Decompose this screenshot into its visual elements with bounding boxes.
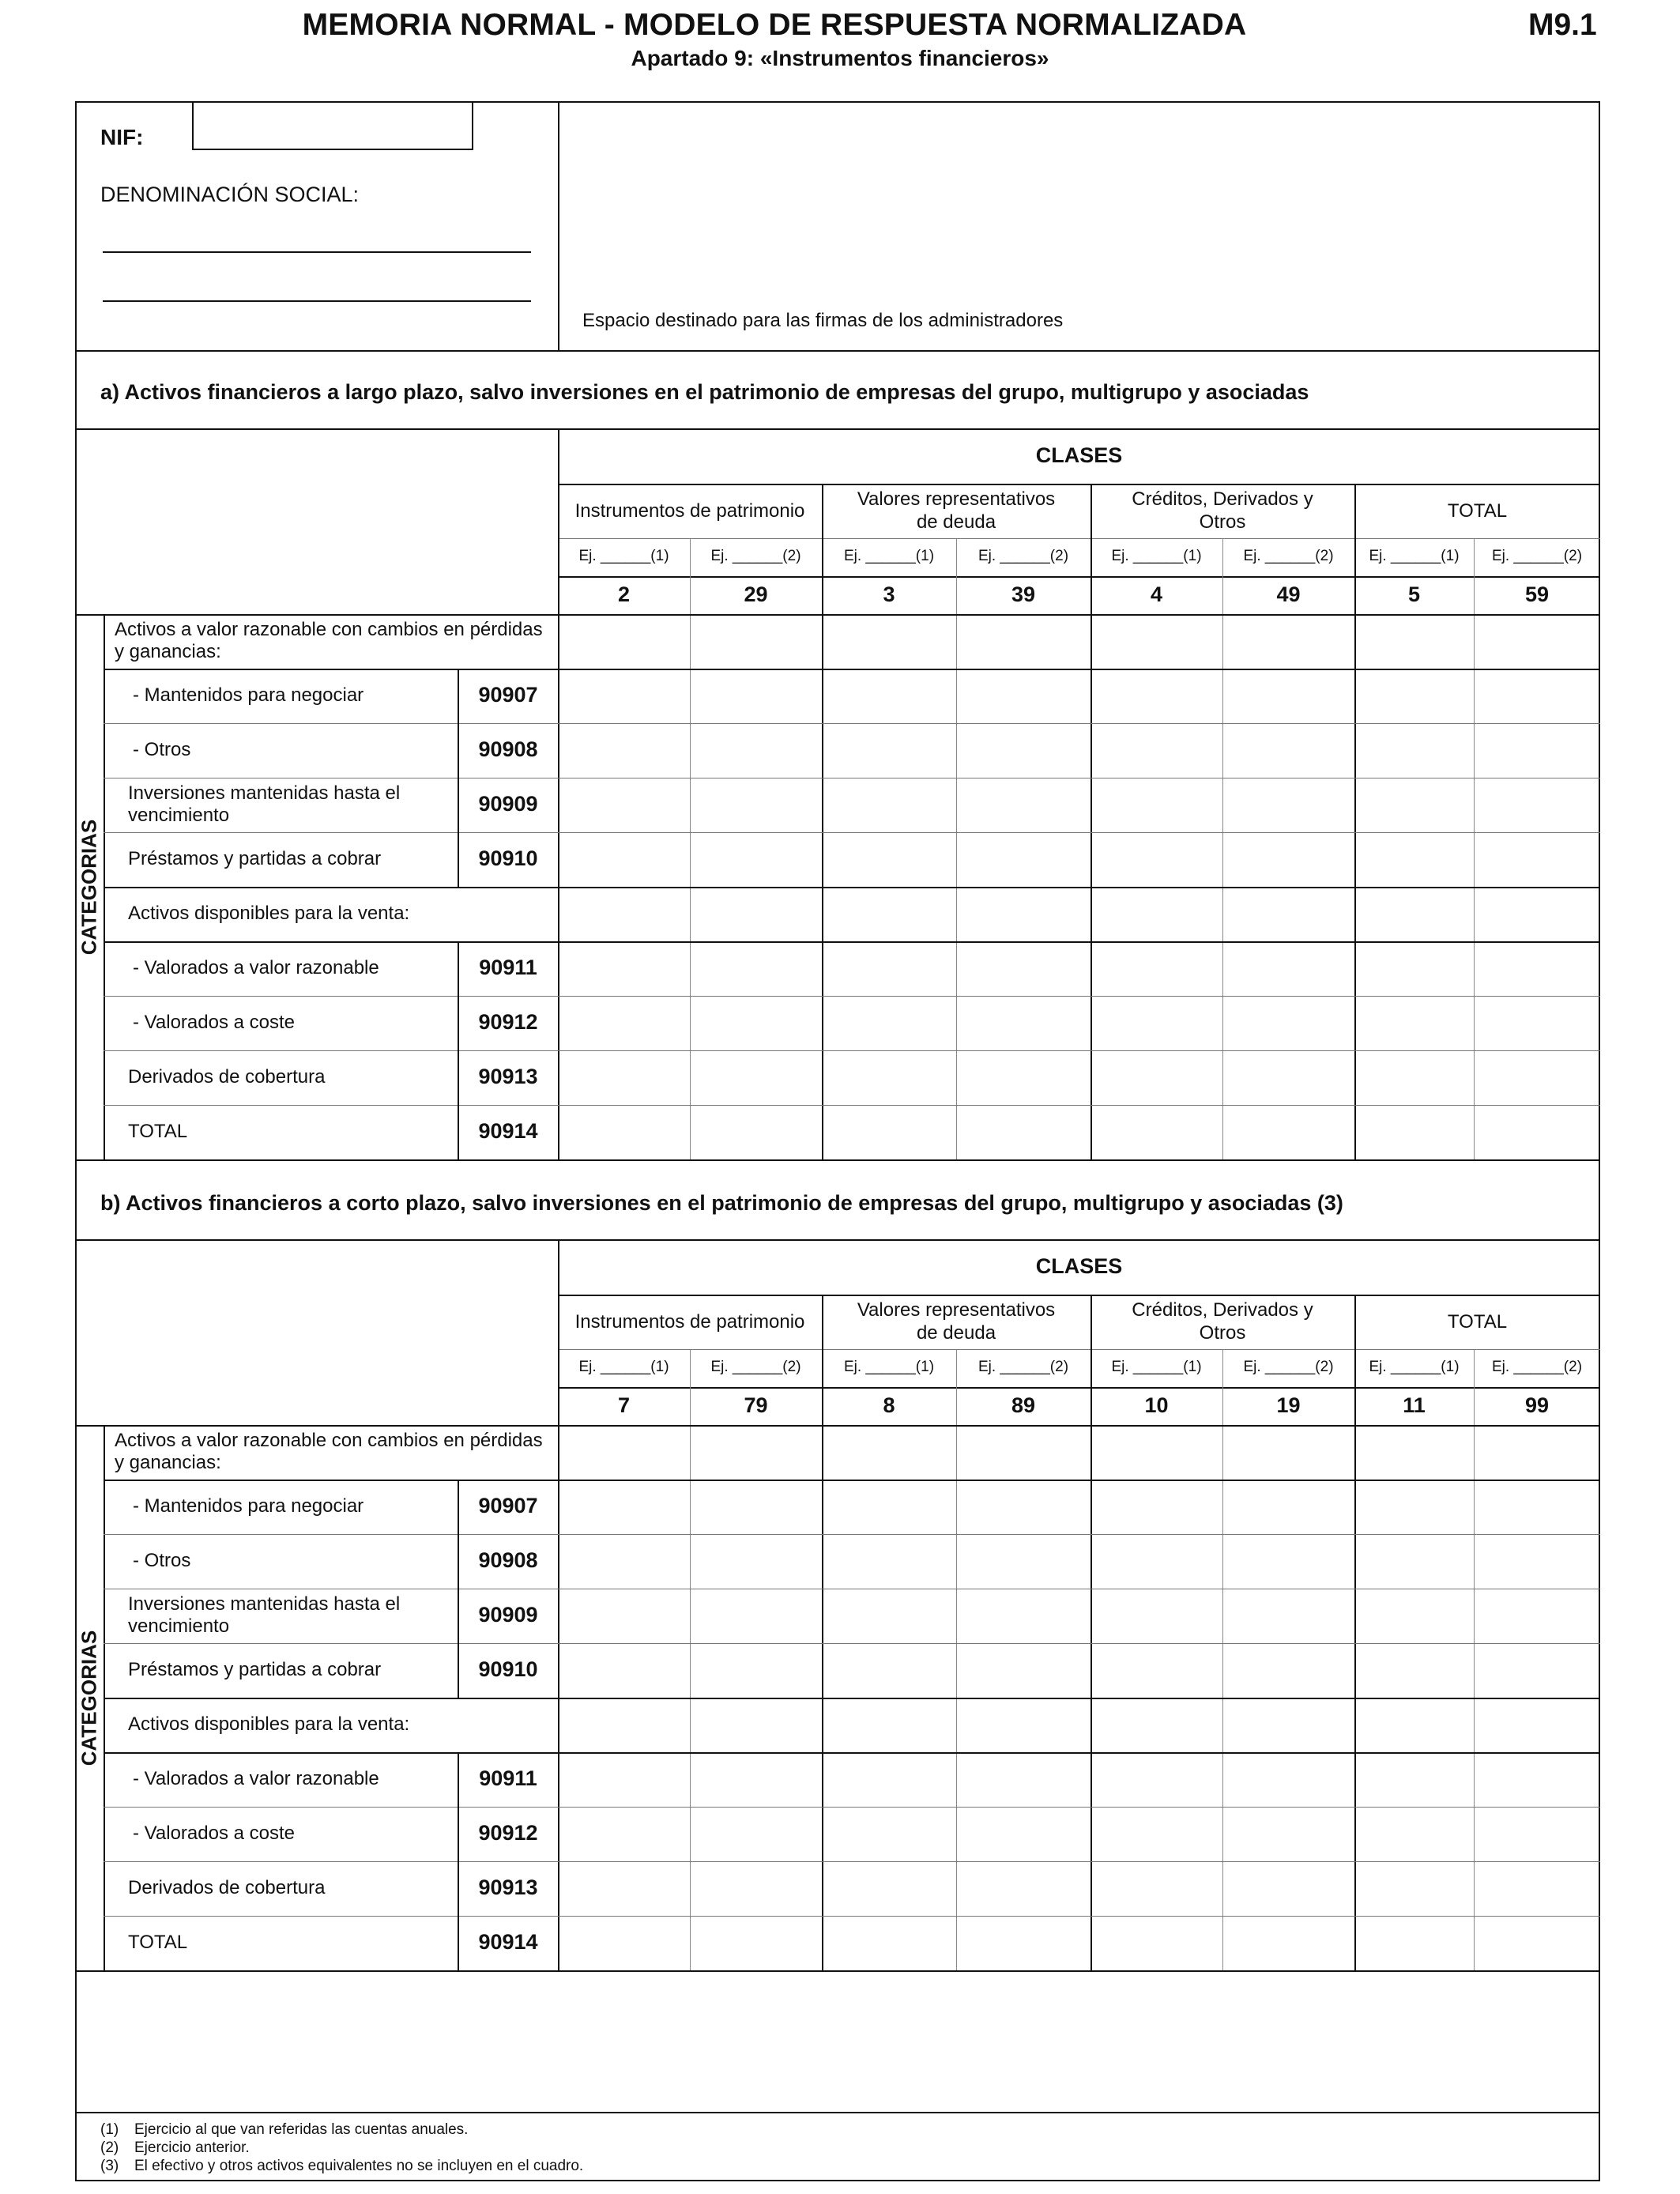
column-code: 19 bbox=[1276, 1393, 1301, 1417]
amount-cell[interactable] bbox=[958, 1590, 1090, 1642]
amount-cell[interactable] bbox=[1224, 1481, 1354, 1533]
amount-cell[interactable] bbox=[1092, 1106, 1222, 1159]
row-label: - Otros bbox=[133, 1550, 191, 1571]
divider bbox=[1474, 1349, 1475, 1970]
ejercicio-label: Ej. ______(1) bbox=[1369, 1359, 1460, 1375]
amount-cell[interactable] bbox=[691, 779, 821, 831]
ejercicio-label: Ej. ______(2) bbox=[977, 548, 1069, 564]
amount-cell[interactable] bbox=[1092, 725, 1222, 777]
amount-cell[interactable] bbox=[958, 1917, 1090, 1970]
divider bbox=[458, 941, 459, 1159]
amount-cell[interactable] bbox=[958, 1481, 1090, 1533]
amount-cell[interactable] bbox=[958, 1808, 1090, 1860]
amount-cell[interactable] bbox=[559, 1106, 689, 1159]
row-code: 90908 bbox=[478, 737, 538, 761]
amount-cell[interactable] bbox=[1356, 779, 1473, 831]
divider bbox=[104, 1698, 1600, 1699]
amount-cell[interactable] bbox=[1092, 1645, 1222, 1697]
amount-cell[interactable] bbox=[559, 1754, 689, 1806]
row-code: 90914 bbox=[478, 1119, 538, 1143]
amount-cell[interactable] bbox=[691, 943, 821, 995]
divider bbox=[104, 1916, 1600, 1917]
amount-cell[interactable] bbox=[823, 834, 955, 886]
divider bbox=[75, 1425, 1600, 1427]
amount-cell[interactable] bbox=[1092, 1052, 1222, 1104]
row-label: Inversiones mantenidas hasta el vencimiento bbox=[128, 782, 401, 826]
amount-cell[interactable] bbox=[1224, 1863, 1354, 1915]
amount-cell[interactable] bbox=[1356, 1754, 1473, 1806]
divider bbox=[558, 1387, 1600, 1389]
divider bbox=[458, 669, 459, 887]
amount-cell[interactable] bbox=[958, 1106, 1090, 1159]
ejercicio-label: Ej. ______(1) bbox=[1369, 548, 1460, 564]
amount-cell[interactable] bbox=[559, 779, 689, 831]
row-code: 90914 bbox=[478, 1930, 538, 1954]
row-label: Préstamos y partidas a cobrar bbox=[128, 848, 382, 869]
divider bbox=[558, 1295, 1600, 1296]
divider bbox=[956, 1349, 957, 1970]
amount-cell[interactable] bbox=[1475, 725, 1599, 777]
amount-cell[interactable] bbox=[1356, 1052, 1473, 1104]
amount-cell[interactable] bbox=[958, 943, 1090, 995]
amount-cell[interactable] bbox=[823, 1917, 955, 1970]
amount-cell[interactable] bbox=[691, 1645, 821, 1697]
row-label: TOTAL bbox=[128, 1121, 188, 1142]
footnote-3-mark: (3) bbox=[100, 2158, 119, 2174]
amount-cell[interactable] bbox=[1475, 1863, 1599, 1915]
divider bbox=[104, 1534, 1600, 1535]
row-code: 90907 bbox=[478, 683, 538, 707]
amount-cell[interactable] bbox=[1092, 1863, 1222, 1915]
amount-cell[interactable] bbox=[1224, 834, 1354, 886]
clases-label: CLASES bbox=[1035, 443, 1123, 467]
row-code: 90910 bbox=[478, 846, 538, 870]
amount-cell[interactable] bbox=[559, 1590, 689, 1642]
amount-cell[interactable] bbox=[559, 943, 689, 995]
column-code: 8 bbox=[883, 1393, 895, 1417]
divider bbox=[956, 538, 957, 1159]
amount-cell[interactable] bbox=[691, 725, 821, 777]
divider bbox=[104, 996, 1600, 997]
amount-cell[interactable] bbox=[559, 997, 689, 1050]
class-header: Créditos, Derivados y Otros bbox=[1132, 488, 1313, 533]
class-header: Valores representativos de deuda bbox=[857, 488, 1056, 533]
amount-cell[interactable] bbox=[691, 1536, 821, 1588]
amount-cell[interactable] bbox=[1092, 997, 1222, 1050]
column-code: 39 bbox=[1011, 582, 1036, 606]
row-code: 90912 bbox=[478, 1010, 538, 1034]
footnote-2-mark: (2) bbox=[100, 2139, 119, 2156]
divider bbox=[458, 1752, 459, 1970]
class-header: Valores representativos de deuda bbox=[857, 1299, 1056, 1344]
amount-cell[interactable] bbox=[1092, 1590, 1222, 1642]
row-code: 90909 bbox=[478, 792, 538, 816]
divider bbox=[75, 1159, 1600, 1161]
amount-cell[interactable] bbox=[1475, 943, 1599, 995]
divider bbox=[104, 723, 1600, 724]
amount-cell[interactable] bbox=[1475, 1917, 1599, 1970]
row-label: Activos disponibles para la venta: bbox=[128, 1713, 410, 1735]
divider bbox=[1222, 1349, 1223, 1970]
amount-cell[interactable] bbox=[1224, 997, 1354, 1050]
amount-cell[interactable] bbox=[559, 1536, 689, 1588]
denominacion-line-2[interactable] bbox=[103, 280, 531, 302]
amount-cell[interactable] bbox=[1092, 1536, 1222, 1588]
nif-label: NIF: bbox=[100, 125, 144, 149]
divider bbox=[690, 1349, 691, 1970]
row-code: 90910 bbox=[478, 1657, 538, 1681]
ejercicio-label: Ej. ______(2) bbox=[977, 1359, 1069, 1375]
column-code: 4 bbox=[1150, 582, 1163, 606]
amount-cell[interactable] bbox=[958, 997, 1090, 1050]
amount-cell[interactable] bbox=[1224, 670, 1354, 722]
denominacion-label: DENOMINACIÓN SOCIAL: bbox=[100, 183, 360, 206]
divider bbox=[75, 1239, 1600, 1241]
column-code: 59 bbox=[1524, 582, 1550, 606]
class-header: Instrumentos de patrimonio bbox=[574, 500, 805, 522]
row-code: 90909 bbox=[478, 1603, 538, 1627]
column-code: 3 bbox=[883, 582, 895, 606]
row-label: Activos a valor razonable con cambios en pérdidas y ganancias: bbox=[115, 1430, 543, 1473]
divider bbox=[75, 428, 1600, 430]
amount-cell[interactable] bbox=[559, 834, 689, 886]
amount-cell[interactable] bbox=[1356, 943, 1473, 995]
section-b-title: b) Activos financieros a corto plazo, salvo inversiones en el patrimonio de empresas del grupo, multigrupo y asociadas (3) bbox=[100, 1191, 1343, 1215]
ejercicio-label: Ej. ______(1) bbox=[843, 548, 935, 564]
model-code: M9.1 bbox=[1528, 8, 1597, 42]
divider bbox=[104, 1105, 1600, 1106]
amount-cell[interactable] bbox=[1092, 1808, 1222, 1860]
amount-cell[interactable] bbox=[823, 1481, 955, 1533]
amount-cell[interactable] bbox=[1224, 779, 1354, 831]
divider bbox=[1474, 538, 1475, 1159]
firmas-label: Espacio destinado para las firmas de los administradores bbox=[582, 310, 1064, 331]
amount-cell[interactable] bbox=[1356, 1481, 1473, 1533]
amount-cell[interactable] bbox=[958, 670, 1090, 722]
amount-cell[interactable] bbox=[823, 1754, 955, 1806]
amount-cell[interactable] bbox=[1475, 670, 1599, 722]
divider bbox=[558, 538, 1600, 539]
amount-cell[interactable] bbox=[691, 834, 821, 886]
row-code: 90913 bbox=[478, 1875, 538, 1899]
footnote-1-text: Ejercicio al que van referidas las cuentas anuales. bbox=[134, 2121, 469, 2138]
amount-cell[interactable] bbox=[1356, 1106, 1473, 1159]
amount-cell[interactable] bbox=[823, 943, 955, 995]
amount-cell[interactable] bbox=[1475, 997, 1599, 1050]
column-code: 2 bbox=[617, 582, 631, 606]
amount-cell[interactable] bbox=[958, 1536, 1090, 1588]
divider bbox=[104, 1807, 1600, 1808]
amount-cell[interactable] bbox=[1092, 834, 1222, 886]
row-code: 90907 bbox=[478, 1494, 538, 1517]
row-label: - Valorados a coste bbox=[133, 1823, 295, 1844]
amount-cell[interactable] bbox=[1224, 1590, 1354, 1642]
ejercicio-label: Ej. ______(1) bbox=[578, 1359, 669, 1375]
ejercicio-label: Ej. ______(2) bbox=[1491, 548, 1583, 564]
divider bbox=[75, 1970, 1600, 1972]
amount-cell[interactable] bbox=[958, 779, 1090, 831]
amount-cell[interactable] bbox=[1224, 943, 1354, 995]
amount-cell[interactable] bbox=[559, 1481, 689, 1533]
amount-cell[interactable] bbox=[1224, 1536, 1354, 1588]
amount-cell[interactable] bbox=[1475, 1481, 1599, 1533]
amount-cell[interactable] bbox=[1356, 1863, 1473, 1915]
divider bbox=[104, 1050, 1600, 1051]
footnote-divider bbox=[75, 2112, 1600, 2113]
row-label: Activos disponibles para la venta: bbox=[128, 903, 410, 924]
page-title: MEMORIA NORMAL - MODELO DE RESPUESTA NORMALIZADA bbox=[302, 8, 1247, 42]
nif-field[interactable] bbox=[192, 101, 473, 150]
amount-cell[interactable] bbox=[559, 1917, 689, 1970]
class-header: TOTAL bbox=[1447, 500, 1508, 522]
amount-cell[interactable] bbox=[691, 1754, 821, 1806]
amount-cell[interactable] bbox=[1356, 1590, 1473, 1642]
divider bbox=[690, 538, 691, 1159]
amount-cell[interactable] bbox=[691, 670, 821, 722]
page-subtitle: Apartado 9: «Instrumentos financieros» bbox=[631, 46, 1049, 70]
amount-cell[interactable] bbox=[958, 1754, 1090, 1806]
column-code: 10 bbox=[1144, 1393, 1169, 1417]
amount-cell[interactable] bbox=[691, 1590, 821, 1642]
row-label: Derivados de cobertura bbox=[128, 1877, 326, 1898]
amount-cell[interactable] bbox=[559, 1645, 689, 1697]
amount-cell[interactable] bbox=[1224, 1754, 1354, 1806]
amount-cell[interactable] bbox=[1092, 1481, 1222, 1533]
column-code: 89 bbox=[1011, 1393, 1036, 1417]
divider bbox=[75, 614, 1600, 616]
amount-cell[interactable] bbox=[691, 1052, 821, 1104]
clases-label: CLASES bbox=[1035, 1254, 1123, 1278]
amount-cell[interactable] bbox=[1224, 1106, 1354, 1159]
amount-cell[interactable] bbox=[691, 997, 821, 1050]
amount-cell[interactable] bbox=[559, 725, 689, 777]
amount-cell[interactable] bbox=[1224, 1808, 1354, 1860]
amount-cell[interactable] bbox=[691, 1917, 821, 1970]
amount-cell[interactable] bbox=[1475, 1808, 1599, 1860]
column-code: 5 bbox=[1407, 582, 1421, 606]
section-a-title: a) Activos financieros a largo plazo, salvo inversiones en el patrimonio de empresas del grupo, multigrupo y asociadas bbox=[100, 380, 1309, 404]
ejercicio-label: Ej. ______(2) bbox=[710, 548, 801, 564]
class-header: TOTAL bbox=[1447, 1311, 1508, 1333]
ejercicio-label: Ej. ______(2) bbox=[1491, 1359, 1583, 1375]
row-label: - Valorados a coste bbox=[133, 1012, 295, 1033]
divider bbox=[104, 832, 1600, 833]
divider bbox=[75, 350, 1600, 352]
row-label: Derivados de cobertura bbox=[128, 1066, 326, 1088]
amount-cell[interactable] bbox=[691, 1106, 821, 1159]
amount-cell[interactable] bbox=[1092, 779, 1222, 831]
amount-cell[interactable] bbox=[823, 670, 955, 722]
footnote-2-text: Ejercicio anterior. bbox=[134, 2139, 250, 2156]
denominacion-line-1[interactable] bbox=[103, 231, 531, 253]
categorias-label: CATEGORIAS bbox=[77, 1630, 101, 1766]
column-code: 11 bbox=[1403, 1393, 1426, 1417]
amount-cell[interactable] bbox=[559, 670, 689, 722]
row-label: Inversiones mantenidas hasta el vencimiento bbox=[128, 1593, 401, 1637]
amount-cell[interactable] bbox=[1356, 1917, 1473, 1970]
amount-cell[interactable] bbox=[823, 1645, 955, 1697]
amount-cell[interactable] bbox=[823, 1863, 955, 1915]
amount-cell[interactable] bbox=[1475, 1645, 1599, 1697]
divider bbox=[558, 484, 1600, 485]
footnote-1-mark: (1) bbox=[100, 2121, 119, 2138]
amount-cell[interactable] bbox=[1356, 1645, 1473, 1697]
amount-cell[interactable] bbox=[1224, 1917, 1354, 1970]
amount-cell[interactable] bbox=[823, 1052, 955, 1104]
row-label: - Otros bbox=[133, 739, 191, 760]
row-label: - Mantenidos para negociar bbox=[133, 1495, 364, 1517]
row-code: 90913 bbox=[478, 1065, 538, 1088]
column-code: 79 bbox=[744, 1393, 768, 1417]
column-code: 99 bbox=[1524, 1393, 1550, 1417]
ejercicio-label: Ej. ______(2) bbox=[710, 1359, 801, 1375]
amount-cell[interactable] bbox=[1356, 1808, 1473, 1860]
amount-cell[interactable] bbox=[1475, 1106, 1599, 1159]
categorias-label: CATEGORIAS bbox=[77, 819, 101, 956]
divider bbox=[104, 1643, 1600, 1644]
divider bbox=[104, 1861, 1600, 1862]
ejercicio-label: Ej. ______(1) bbox=[578, 548, 669, 564]
column-code: 29 bbox=[744, 582, 768, 606]
row-label: - Mantenidos para negociar bbox=[133, 684, 364, 706]
amount-cell[interactable] bbox=[1092, 943, 1222, 995]
divider bbox=[558, 1349, 1600, 1350]
amount-cell[interactable] bbox=[559, 1808, 689, 1860]
amount-cell[interactable] bbox=[958, 1863, 1090, 1915]
amount-cell[interactable] bbox=[823, 997, 955, 1050]
amount-cell[interactable] bbox=[691, 1481, 821, 1533]
ejercicio-label: Ej. ______(2) bbox=[1243, 548, 1334, 564]
amount-cell[interactable] bbox=[1356, 670, 1473, 722]
row-code: 90911 bbox=[479, 956, 537, 979]
amount-cell[interactable] bbox=[823, 725, 955, 777]
amount-cell[interactable] bbox=[1224, 725, 1354, 777]
amount-cell[interactable] bbox=[1356, 725, 1473, 777]
amount-cell[interactable] bbox=[691, 1808, 821, 1860]
ejercicio-label: Ej. ______(2) bbox=[1243, 1359, 1334, 1375]
footnote-3-text: El efectivo y otros activos equivalentes no se incluyen en el cuadro. bbox=[134, 2158, 584, 2174]
column-code: 49 bbox=[1276, 582, 1301, 606]
amount-cell[interactable] bbox=[1356, 1536, 1473, 1588]
row-code: 90912 bbox=[478, 1821, 538, 1845]
amount-cell[interactable] bbox=[1475, 779, 1599, 831]
ejercicio-label: Ej. ______(1) bbox=[1111, 1359, 1202, 1375]
divider bbox=[458, 1480, 459, 1698]
divider bbox=[1222, 538, 1223, 1159]
amount-cell[interactable] bbox=[559, 1863, 689, 1915]
amount-cell[interactable] bbox=[823, 1106, 955, 1159]
row-label: - Valorados a valor razonable bbox=[133, 957, 379, 978]
row-label: Activos a valor razonable con cambios en pérdidas y ganancias: bbox=[115, 619, 543, 662]
amount-cell[interactable] bbox=[1475, 1590, 1599, 1642]
amount-cell[interactable] bbox=[1356, 834, 1473, 886]
class-header: Instrumentos de patrimonio bbox=[574, 1311, 805, 1333]
amount-cell[interactable] bbox=[691, 1863, 821, 1915]
class-header: Créditos, Derivados y Otros bbox=[1132, 1299, 1313, 1344]
row-code: 90908 bbox=[478, 1548, 538, 1572]
divider bbox=[558, 576, 1600, 578]
amount-cell[interactable] bbox=[823, 1808, 955, 1860]
amount-cell[interactable] bbox=[1475, 834, 1599, 886]
ejercicio-label: Ej. ______(1) bbox=[1111, 548, 1202, 564]
row-code: 90911 bbox=[479, 1766, 537, 1790]
amount-cell[interactable] bbox=[1224, 1645, 1354, 1697]
divider bbox=[104, 887, 1600, 888]
amount-cell[interactable] bbox=[1475, 1052, 1599, 1104]
row-label: Préstamos y partidas a cobrar bbox=[128, 1659, 382, 1680]
amount-cell[interactable] bbox=[1475, 1754, 1599, 1806]
amount-cell[interactable] bbox=[958, 725, 1090, 777]
amount-cell[interactable] bbox=[958, 1645, 1090, 1697]
amount-cell[interactable] bbox=[1356, 997, 1473, 1050]
amount-cell[interactable] bbox=[559, 1052, 689, 1104]
amount-cell[interactable] bbox=[958, 834, 1090, 886]
amount-cell[interactable] bbox=[1224, 1052, 1354, 1104]
row-label: TOTAL bbox=[128, 1932, 188, 1953]
amount-cell[interactable] bbox=[1092, 670, 1222, 722]
row-label: - Valorados a valor razonable bbox=[133, 1768, 379, 1789]
amount-cell[interactable] bbox=[823, 779, 955, 831]
column-code: 7 bbox=[617, 1393, 631, 1417]
amount-cell[interactable] bbox=[1092, 1917, 1222, 1970]
ejercicio-label: Ej. ______(1) bbox=[843, 1359, 935, 1375]
amount-cell[interactable] bbox=[1092, 1754, 1222, 1806]
amount-cell[interactable] bbox=[1475, 1536, 1599, 1588]
amount-cell[interactable] bbox=[823, 1536, 955, 1588]
amount-cell[interactable] bbox=[823, 1590, 955, 1642]
amount-cell[interactable] bbox=[958, 1052, 1090, 1104]
